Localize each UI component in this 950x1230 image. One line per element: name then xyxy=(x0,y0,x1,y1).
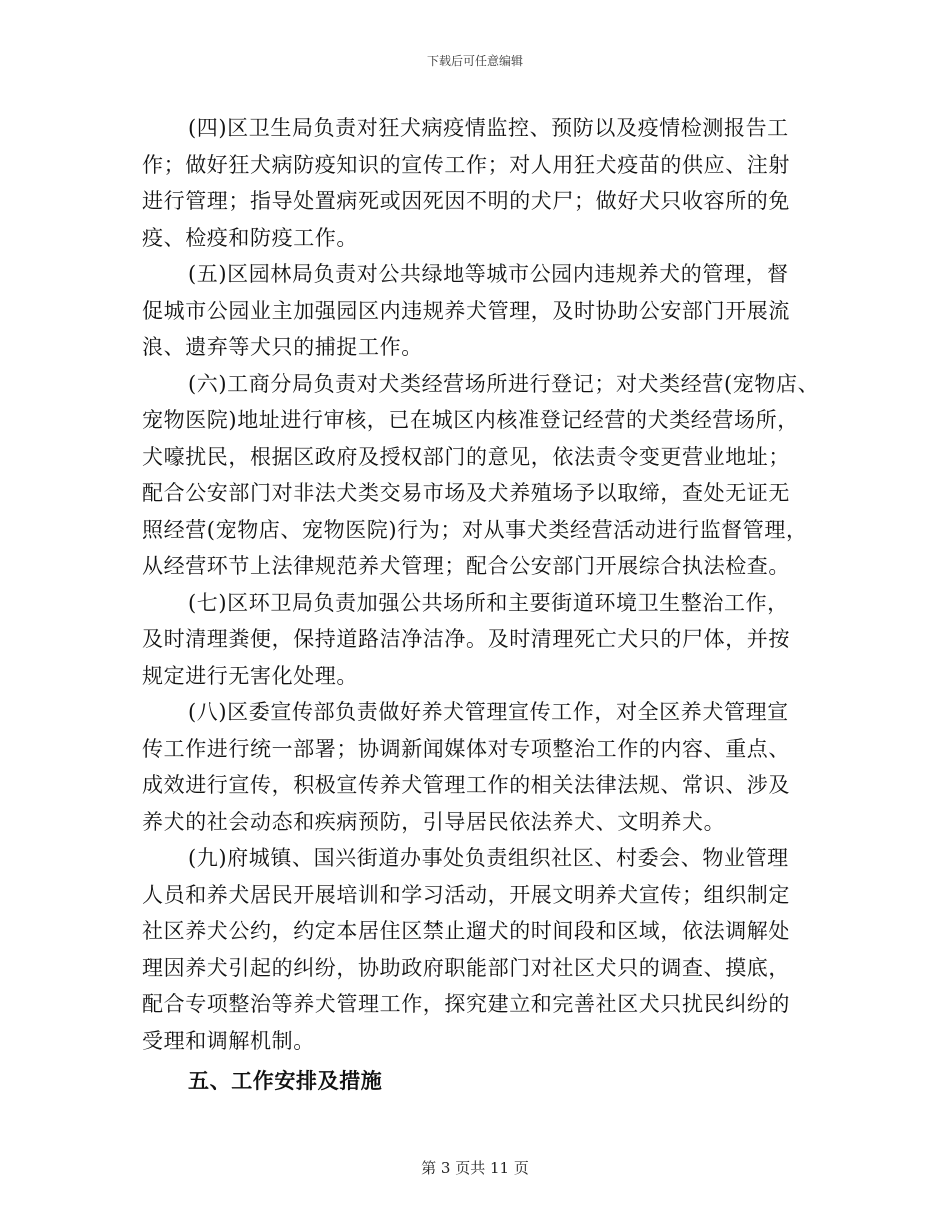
paragraph-line: (四)区卫生局负责对狂犬病疫情监控、预防以及疫情检测报告工 xyxy=(188,116,789,140)
paragraph-line: 疫、检疫和防疫工作。 xyxy=(142,225,358,250)
paragraph-line: 受理和调解机制。 xyxy=(142,1028,315,1053)
paragraph-line: 作；做好狂犬病防疫知识的宣传工作；对人用狂犬疫苗的供应、注射 xyxy=(142,152,790,177)
paragraph-line: 成效进行宣传，积极宣传养犬管理工作的相关法律法规、常识、涉及 xyxy=(142,773,790,797)
paragraph-6 xyxy=(142,366,832,585)
paragraph-line: (八)区委宣传部负责做好养犬管理宣传工作，对全区养犬管理宣 xyxy=(188,700,789,724)
paragraph-line: 宠物医院)地址进行审核，已在城区内核准登记经营的犬类经营场所， xyxy=(142,408,799,432)
paragraph-4 xyxy=(142,110,832,256)
paragraph-9 xyxy=(142,840,832,1059)
paragraph-line: 及时清理粪便，保持道路洁净洁净。及时清理死亡犬只的尸体，并按 xyxy=(142,627,790,651)
paragraph-7 xyxy=(142,585,832,695)
paragraph-5 xyxy=(142,256,832,366)
paragraph-line: 配合专项整治等养犬管理工作，探究建立和完善社区犬只扰民纠纷的 xyxy=(142,992,790,1016)
paragraph-line: 照经营(宠物店、宠物医院)行为；对从事犬类经营活动进行监督管理， xyxy=(142,517,808,542)
paragraph-line: 从经营环节上法律规范养犬管理；配合公安部门开展综合执法检查。 xyxy=(142,554,790,578)
paragraph-line: 社区养犬公约，约定本居住区禁止遛犬的时间段和区域，依法调解处 xyxy=(142,919,790,943)
paragraph-line: 犬嚎扰民，根据区政府及授权部门的意见，依法责令变更营业地址； xyxy=(142,444,790,469)
paragraph-line: 进行管理；指导处置病死或因死因不明的犬尸；做好犬只收容所的免 xyxy=(142,189,790,213)
paragraph-line: 养犬的社会动态和疾病预防，引导居民依法养犬、文明养犬。 xyxy=(142,809,726,834)
paragraph-line: (九)府城镇、国兴街道办事处负责组织社区、村委会、物业管理 xyxy=(188,846,789,870)
paragraph-line: (五)区园林局负责对公共绿地等城市公园内违规养犬的管理，督 xyxy=(188,262,789,286)
section-heading: 五、工作安排及措施 xyxy=(188,1068,383,1093)
paragraph-line: 配合公安部门对非法犬类交易市场及犬养殖场予以取缔，查处无证无 xyxy=(142,481,790,505)
paragraph-line: (六)工商分局负责对犬类经营场所进行登记；对犬类经营(宠物店、 xyxy=(188,371,820,396)
paragraph-8 xyxy=(142,694,832,840)
paragraph-line: 规定进行无害化处理。 xyxy=(142,663,358,688)
paragraph-line: 传工作进行统一部署；协调新闻媒体对专项整治工作的内容、重点、 xyxy=(142,736,790,761)
page-header: 下载后可任意编辑 xyxy=(426,54,523,68)
paragraph-line: 促城市公园业主加强园区内违规养犬管理，及时协助公安部门开展流 xyxy=(142,298,790,323)
paragraph-line: 理因养犬引起的纠纷，协助政府职能部门对社区犬只的调查、摸底， xyxy=(142,955,790,980)
page-footer: 第 3 页共 11 页 xyxy=(421,1159,529,1177)
paragraph-line: 人员和养犬居民开展培训和学习活动，开展文明养犬宣传；组织制定 xyxy=(142,882,790,907)
document-body xyxy=(142,110,832,1100)
paragraph-line: (七)区环卫局负责加强公共场所和主要街道环境卫生整治工作， xyxy=(188,590,789,615)
paragraph-line: 浪、遗弃等犬只的捕捉工作。 xyxy=(142,335,423,359)
